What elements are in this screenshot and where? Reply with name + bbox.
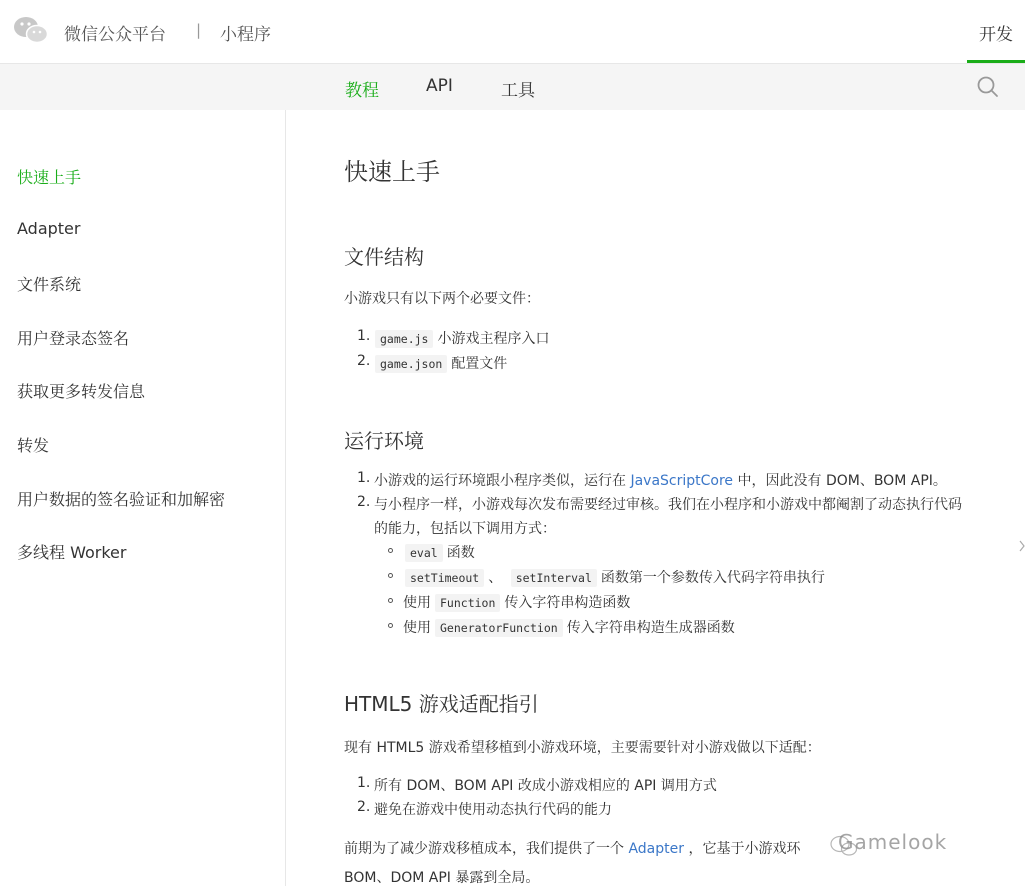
brand-title[interactable]: 微信公众平台 bbox=[64, 25, 166, 45]
bullet-text: 传入字符串构造生成器函数 bbox=[566, 620, 735, 636]
outro-text: 前期为了减少游戏移植成本，我们提供了一个 bbox=[344, 841, 624, 857]
section-heading-runtime: 运行环境 bbox=[344, 429, 424, 453]
sidebar-item-data-encryption[interactable]: 用户数据的签名验证和加解密 bbox=[17, 490, 226, 509]
bullet-text: 函数第一个参数传入代码字符串执行 bbox=[600, 570, 825, 586]
chevron-right-icon bbox=[1019, 540, 1025, 552]
sidebar-item-file-system[interactable]: 文件系统 bbox=[17, 275, 82, 294]
bullet-text: 使用 bbox=[403, 620, 431, 636]
sidebar-item-quick-start[interactable]: 快速上手 bbox=[17, 168, 82, 187]
list-number: 2. bbox=[357, 799, 371, 815]
sub-nav bbox=[0, 64, 1025, 110]
bullet-text: 函数 bbox=[446, 545, 475, 561]
runtime-text: 中，因此没有 DOM、BOM API。 bbox=[737, 473, 947, 489]
wechat-logo-icon bbox=[13, 15, 49, 45]
page-title: 快速上手 bbox=[344, 158, 440, 186]
code-game-json: game.json bbox=[375, 355, 447, 373]
list-item-text: 配置文件 bbox=[451, 356, 508, 372]
code-setinterval: setInterval bbox=[511, 569, 597, 587]
search-icon[interactable] bbox=[976, 75, 1000, 99]
outro-text: ，它基于小游戏环 bbox=[688, 841, 801, 857]
section3-intro: 现有 HTML5 游戏希望移植到小游戏环境，主要需要针对小游戏做以下适配： bbox=[344, 740, 821, 756]
section-heading-file-structure: 文件结构 bbox=[344, 245, 424, 269]
bullet-icon bbox=[388, 573, 393, 578]
list-item-text: 小游戏主程序入口 bbox=[437, 331, 550, 347]
bullet-icon bbox=[388, 548, 393, 553]
list-number: 1. bbox=[357, 470, 371, 486]
runtime-text: 小游戏的运行环境跟小程序类似，运行在 bbox=[374, 473, 626, 489]
code-game-js: game.js bbox=[375, 330, 433, 348]
section-heading-html5-adapt: HTML5 游戏适配指引 bbox=[344, 692, 539, 716]
bullet-item bbox=[401, 542, 475, 562]
code-eval: eval bbox=[405, 544, 443, 562]
code-generatorfunction: GeneratorFunction bbox=[435, 619, 563, 637]
list-number: 2. bbox=[357, 353, 371, 369]
sidebar-item-share-info[interactable]: 获取更多转发信息 bbox=[17, 382, 146, 401]
sidebar-item-adapter[interactable]: Adapter bbox=[17, 219, 81, 238]
bullet-icon bbox=[388, 598, 393, 603]
section3-outro bbox=[344, 838, 800, 858]
brand-separator: | bbox=[196, 21, 202, 39]
list-item bbox=[371, 353, 507, 373]
link-adapter[interactable]: Adapter bbox=[628, 841, 684, 857]
list-item: 与小程序一样，小游戏每次发布需要经过审核。我们在小程序和小游戏中都阉割了动态执行代码 bbox=[374, 497, 962, 513]
tab-tools[interactable]: 工具 bbox=[501, 81, 535, 101]
list-number: 1. bbox=[357, 328, 371, 344]
list-item bbox=[371, 328, 549, 348]
sidebar-item-worker[interactable]: 多线程 Worker bbox=[17, 543, 127, 562]
watermark-text: Gamelook bbox=[838, 830, 948, 854]
sidebar-item-login-signature[interactable]: 用户登录态签名 bbox=[17, 329, 130, 348]
list-item: 所有 DOM、BOM API 改成小游戏相应的 API 调用方式 bbox=[374, 778, 717, 794]
section1-intro: 小游戏只有以下两个必要文件： bbox=[344, 291, 540, 307]
tab-api[interactable]: API bbox=[426, 76, 453, 96]
top-header bbox=[0, 0, 1025, 64]
code-settimeout: setTimeout bbox=[405, 569, 484, 587]
bullet-separator: 、 bbox=[488, 570, 503, 586]
bullet-icon bbox=[388, 623, 393, 628]
list-item-continued: 的能力，包括以下调用方式： bbox=[374, 521, 556, 537]
bullet-item bbox=[403, 592, 630, 612]
nav-develop-link[interactable]: 开发 bbox=[967, 0, 1025, 63]
bullet-item bbox=[403, 617, 735, 637]
bullet-text: 使用 bbox=[403, 595, 431, 611]
bullet-item bbox=[401, 567, 825, 587]
sidebar-item-share[interactable]: 转发 bbox=[17, 436, 50, 455]
list-number: 1. bbox=[357, 775, 371, 791]
list-number: 2. bbox=[357, 494, 371, 510]
product-title[interactable]: 小程序 bbox=[220, 25, 271, 45]
tab-tutorial[interactable]: 教程 bbox=[345, 81, 379, 101]
section3-outro-line2: BOM、DOM API 暴露到全局。 bbox=[344, 870, 540, 886]
list-item: 避免在游戏中使用动态执行代码的能力 bbox=[374, 802, 612, 818]
list-item bbox=[374, 470, 947, 490]
link-javascriptcore[interactable]: JavaScriptCore bbox=[630, 473, 734, 489]
bullet-text: 传入字符串构造函数 bbox=[504, 595, 631, 611]
code-function: Function bbox=[435, 594, 500, 612]
